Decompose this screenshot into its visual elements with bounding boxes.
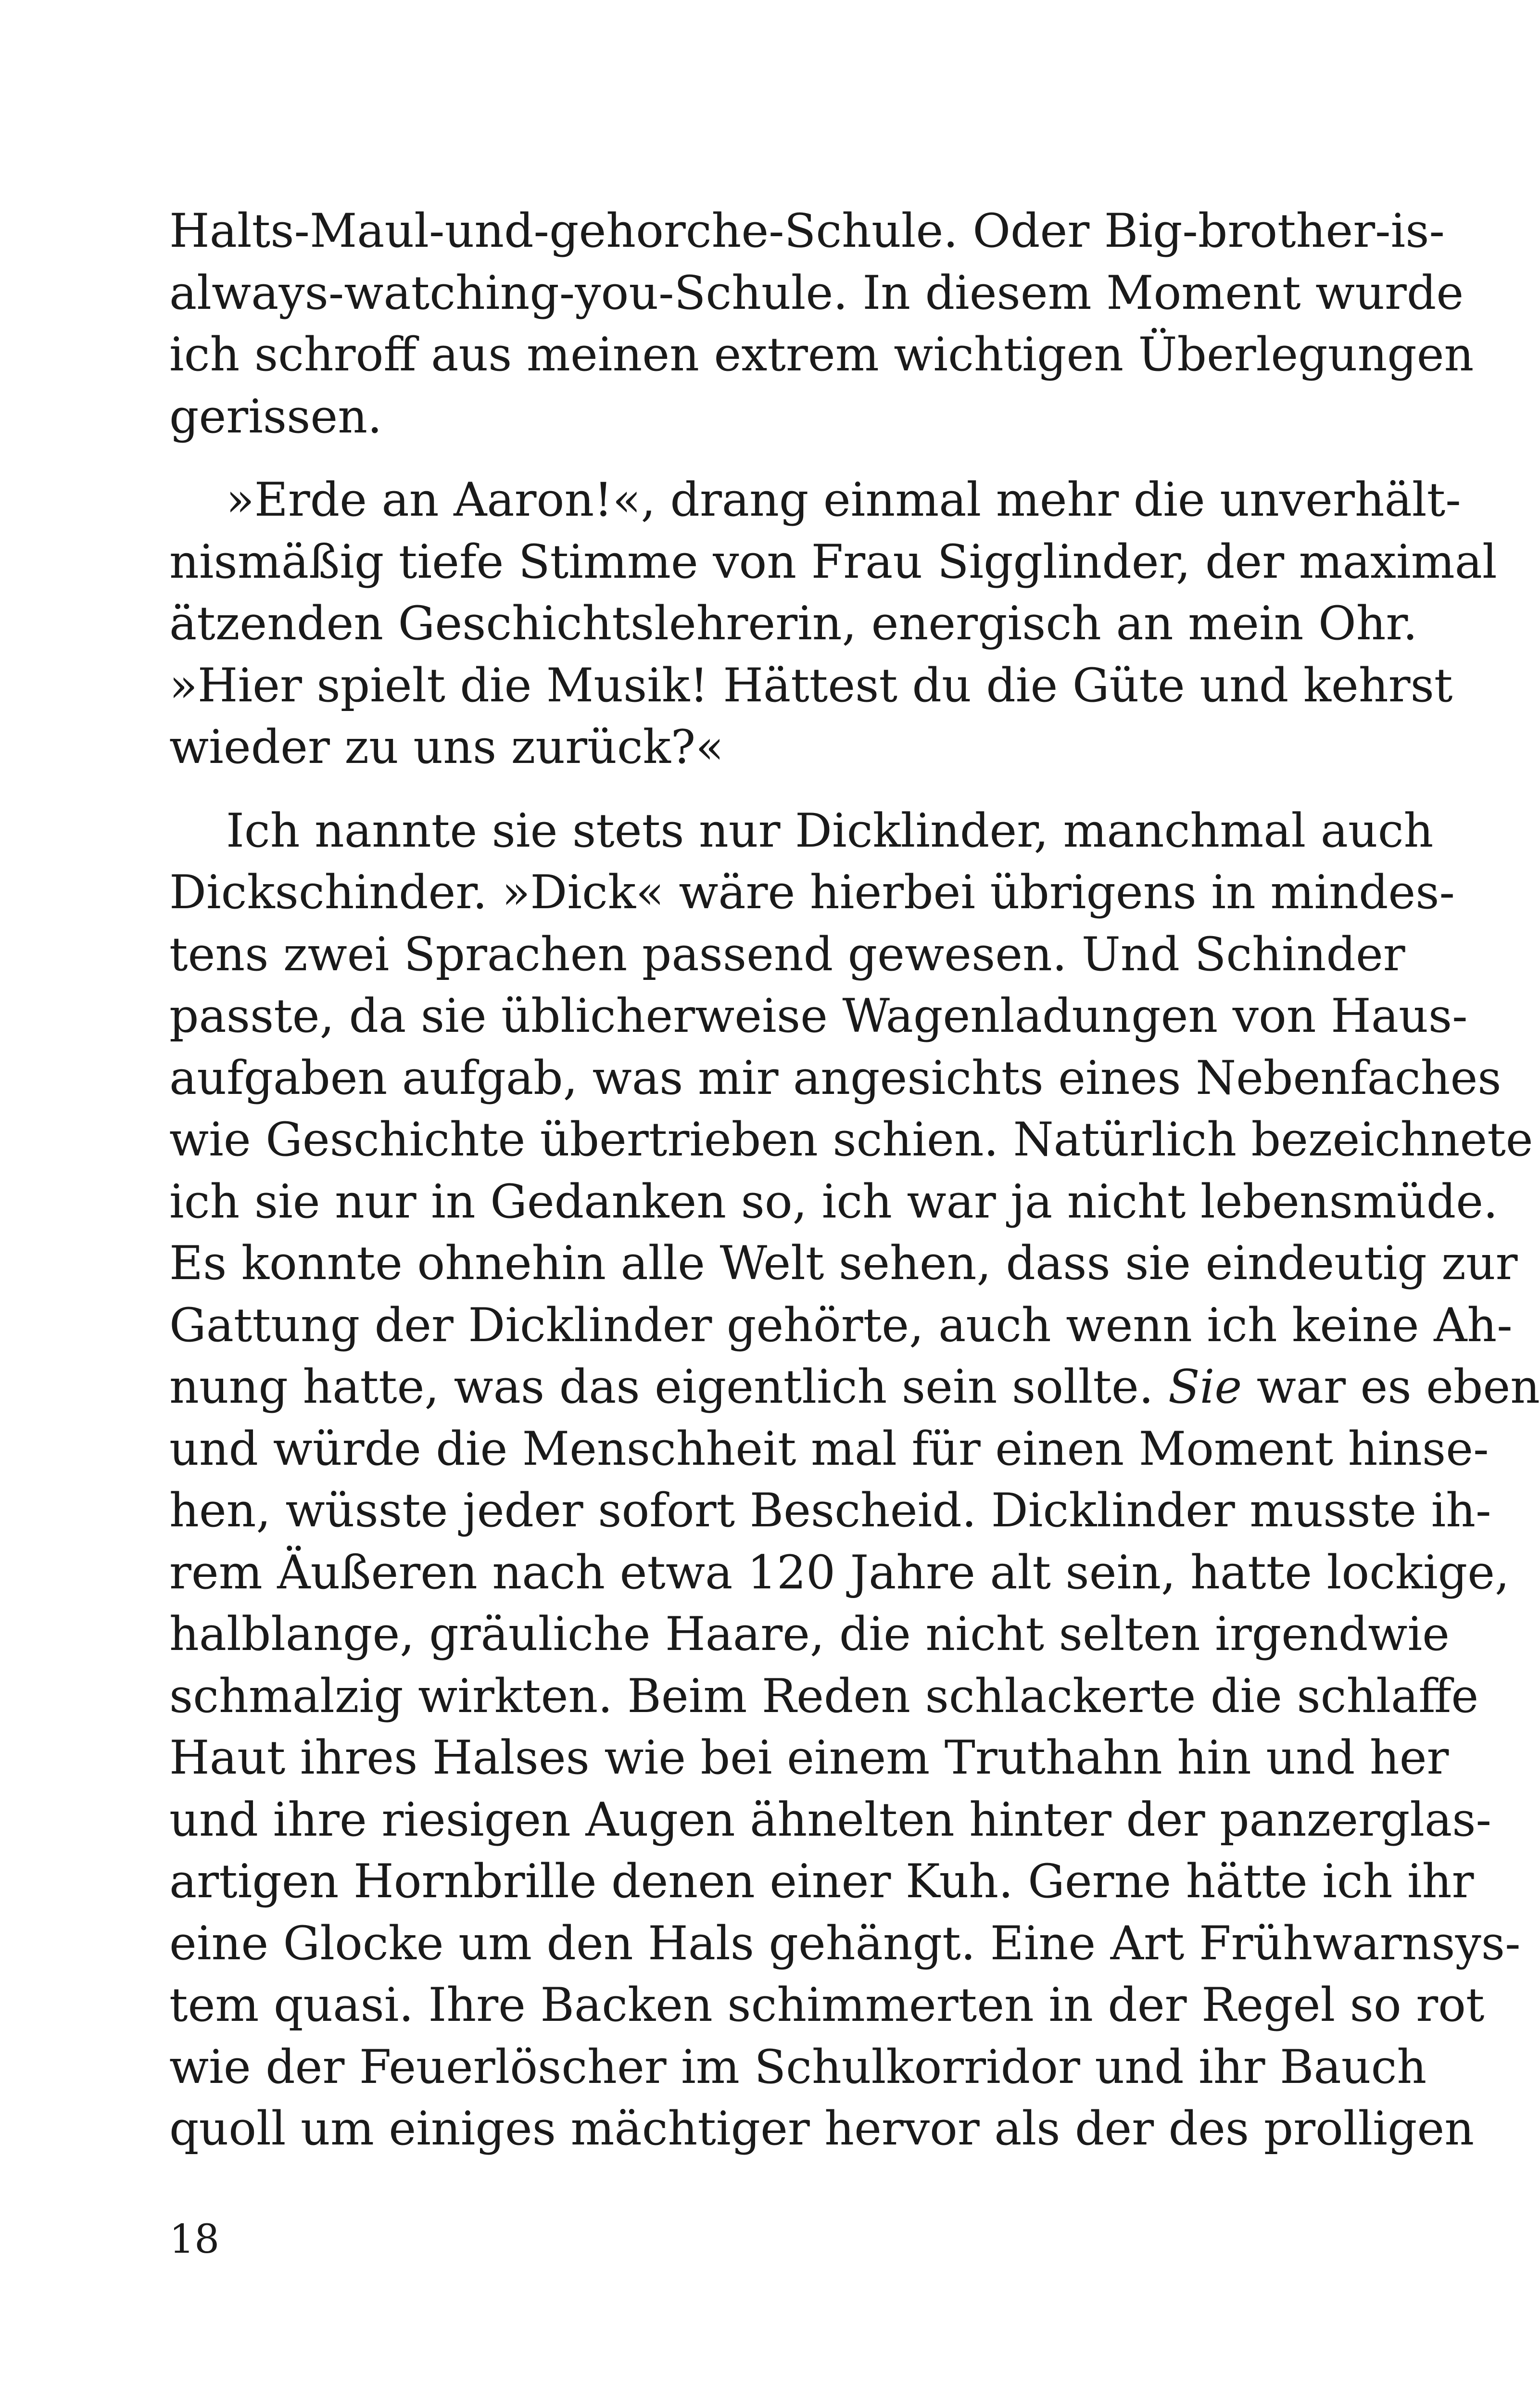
paragraph-3 xyxy=(169,800,1540,2160)
page-number: 18 xyxy=(169,2217,220,2262)
text-line: aufgaben aufgab, was mir angesichts eines Nebenfaches xyxy=(169,1051,1502,1105)
text-line: und ihre riesigen Augen ähnelten hinter der panzerglas- xyxy=(169,1792,1491,1847)
paragraph-2 xyxy=(169,469,1497,778)
text-line: wie Geschichte übertrieben schien. Natürlich bezeichnete xyxy=(169,1113,1533,1167)
text-line: »Erde an Aaron!«, drang einmal mehr die unverhält- xyxy=(226,473,1461,527)
text-line: Halts-Maul-und-gehorche-Schule. Oder Big-brother-is- xyxy=(169,204,1445,258)
emphasized-word: Sie xyxy=(1168,1360,1242,1414)
text-line: wie der Feuerlöscher im Schulkorridor und ihr Bauch xyxy=(169,2040,1427,2094)
text-line: Dickschinder. »Dick« wäre hierbei übrigens in mindes- xyxy=(169,865,1455,919)
text-line: halblange, gräuliche Haare, die nicht selten irgendwie xyxy=(169,1607,1450,1661)
text-line: hen, wüsste jeder sofort Bescheid. Dicklinder musste ih- xyxy=(169,1484,1491,1537)
text-line: nismäßig tiefe Stimme von Frau Sigglinder, der maximal xyxy=(169,534,1497,589)
text-line: ich sie nur in Gedanken so, ich war ja nicht lebensmüde. xyxy=(169,1174,1498,1229)
text-line-with-emphasis xyxy=(169,1356,1540,1418)
text-line: quoll um einiges mächtiger hervor als der des prolligen xyxy=(169,2102,1475,2156)
text-line: ätzenden Geschichtslehrerin, energisch an mein Ohr. xyxy=(169,596,1418,650)
text-line: ich schroff aus meinen extrem wichtigen Überlegungen xyxy=(169,328,1474,381)
text-line: und würde die Menschheit mal für einen Moment hinse- xyxy=(169,1421,1489,1476)
text-line: tens zwei Sprachen passend gewesen. Und Schinder xyxy=(169,927,1405,981)
text-line: eine Glocke um den Hals gehängt. Eine Art Frühwarnsys- xyxy=(169,1916,1521,1970)
text-line: artigen Hornbrille denen einer Kuh. Gerne hätte ich ihr xyxy=(169,1854,1474,1908)
text-line: Es konnte ohnehin alle Welt sehen, dass sie eindeutig zur xyxy=(169,1236,1518,1290)
text-run: nung hatte, was das eigentlich sein sollte. xyxy=(169,1360,1168,1414)
text-line: schmalzig wirkten. Beim Reden schlackerte die schlaffe xyxy=(169,1669,1479,1723)
text-line: passte, da sie üblicherweise Wagenladungen von Haus- xyxy=(169,989,1468,1043)
text-line: always-watching-you-Schule. In diesem Moment wurde xyxy=(169,266,1464,320)
text-line: gerissen. xyxy=(169,389,382,444)
text-line: Ich nannte sie stets nur Dicklinder, manchmal auch xyxy=(226,803,1434,858)
text-line: Haut ihres Halses wie bei einem Truthahn hin und her xyxy=(169,1731,1449,1785)
paragraph-1 xyxy=(169,200,1474,447)
body-text xyxy=(169,200,1540,2182)
text-line: tem quasi. Ihre Backen schimmerten in der Regel so rot xyxy=(169,1978,1485,2032)
text-line: wieder zu uns zurück?« xyxy=(169,720,724,774)
text-line: »Hier spielt die Musik! Hättest du die Güte und kehrst xyxy=(169,658,1453,712)
text-run: war es eben xyxy=(1242,1360,1540,1414)
text-line: Gattung der Dicklinder gehörte, auch wenn ich keine Ah- xyxy=(169,1298,1513,1352)
text-line: rem Äußeren nach etwa 120 Jahre alt sein, hatte lockige, xyxy=(169,1545,1510,1599)
